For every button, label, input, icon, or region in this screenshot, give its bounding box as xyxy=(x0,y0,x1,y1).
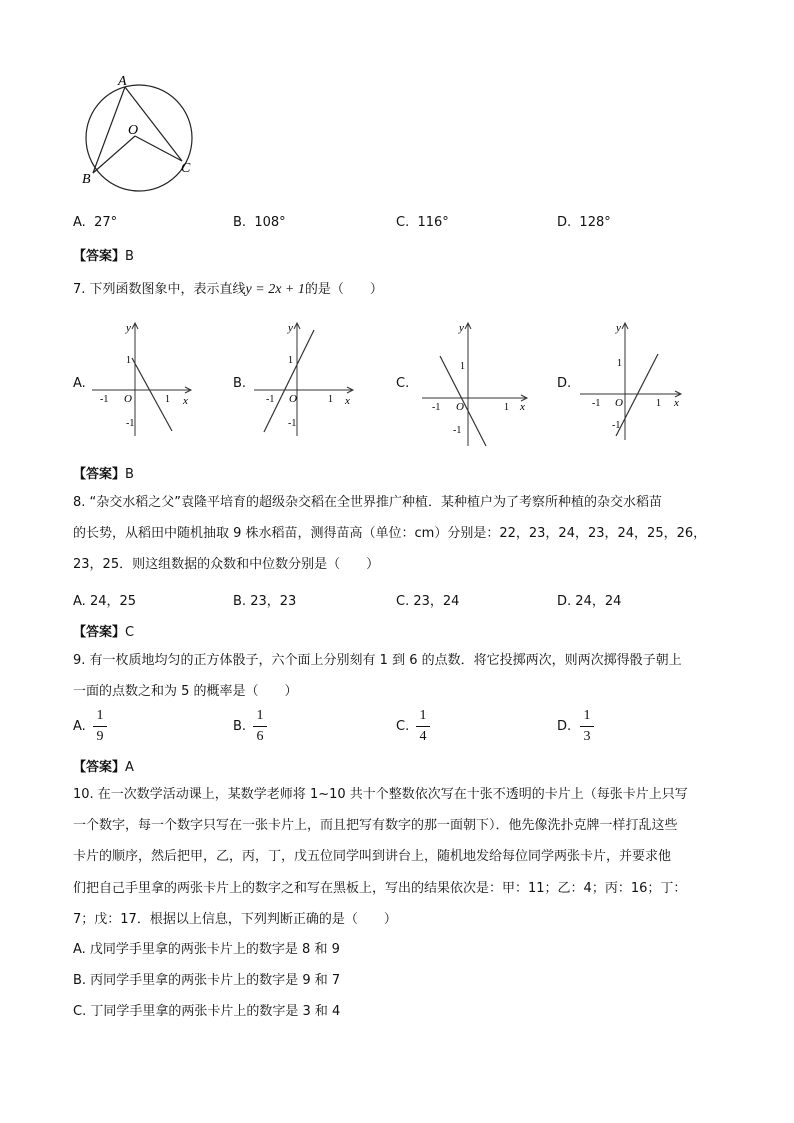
q7-formula: y = 2x + 1 xyxy=(245,282,305,297)
q8-option-c xyxy=(396,590,459,609)
numerator: 1 xyxy=(583,708,591,723)
label-y: y xyxy=(288,322,293,334)
label-o: O xyxy=(124,393,132,405)
q10-line-1: 10. 在一次数学活动课上，某数学老师将 1~10 共十个整数依次写在十张不透明的卡片上（每张卡片上只写 xyxy=(73,787,688,802)
q6-answer xyxy=(73,245,134,264)
tick-x-1: 1 xyxy=(328,394,333,405)
tick-x-neg1: -1 xyxy=(266,394,275,405)
tick-y-1: 1 xyxy=(460,361,465,372)
q8-line-3: 23，25．则这组数据的众数和中位数分别是（ ） xyxy=(73,557,380,572)
fraction-bar xyxy=(580,726,594,727)
label-x: x xyxy=(520,401,525,413)
q6-option-d xyxy=(557,215,611,230)
label-x: x xyxy=(345,395,350,407)
q8-line-2: 的长势，从稻田中随机抽取 9 株水稻苗，测得苗高（单位：cm）分别是：22，23，24，23，24，25，26， xyxy=(73,526,707,541)
q6-option-b xyxy=(233,215,286,230)
graph-c xyxy=(420,318,532,448)
q9-answer xyxy=(73,756,134,775)
option-text: 128° xyxy=(579,215,611,230)
q6-option-a xyxy=(73,215,117,230)
fraction-bar xyxy=(253,726,267,727)
label-y: y xyxy=(616,322,621,334)
q10-option-b: B. 丙同学手里拿的两张卡片上的数字是 9 和 7 xyxy=(73,973,341,988)
label-a: A xyxy=(118,74,127,89)
answer-tag: 【答案】 xyxy=(73,467,126,482)
graph-d xyxy=(578,318,688,443)
option-letter: D. xyxy=(557,215,572,230)
q10-option-c: C. 丁同学手里拿的两张卡片上的数字是 3 和 4 xyxy=(73,1004,341,1019)
option-letter: A. xyxy=(73,215,86,230)
option-text: 108° xyxy=(254,215,286,230)
tick-y-1: 1 xyxy=(617,358,622,369)
line-graph xyxy=(264,330,314,432)
q9-option-a-letter: A. xyxy=(73,719,86,734)
numerator: 1 xyxy=(419,708,427,723)
q7-prefix: 7. 下列函数图象中，表示直线 xyxy=(73,282,246,297)
tick-y-1: 1 xyxy=(288,355,293,366)
denominator: 6 xyxy=(256,729,264,744)
answer-tag: 【答案】 xyxy=(73,625,126,640)
q9-option-d-fraction xyxy=(580,708,594,746)
answer-tag: 【答案】 xyxy=(73,760,126,775)
q10-line-5: 7；戊：17．根据以上信息，下列判断正确的是（ ） xyxy=(73,912,397,927)
q9-option-b-letter: B. xyxy=(233,719,247,734)
option-letter: A. xyxy=(73,594,86,609)
q10-line-3: 卡片的顺序，然后把甲，乙，丙，丁，戊五位同学叫到讲台上，随机地发给每位同学两张卡片，并要求他 xyxy=(73,849,672,864)
option-text: 24，24 xyxy=(575,594,622,609)
label-o: O xyxy=(615,397,623,409)
q9-option-c-letter: C. xyxy=(396,719,410,734)
radius-oc xyxy=(135,136,182,161)
option-text: 23，23 xyxy=(250,594,297,609)
tick-y-neg1: -1 xyxy=(612,420,621,431)
line-graph xyxy=(616,354,658,436)
q7-suffix: 的是（ ） xyxy=(304,282,383,297)
q7-answer xyxy=(73,463,134,482)
q9-option-c-fraction xyxy=(416,708,430,746)
tick-x-1: 1 xyxy=(656,398,661,409)
q9-option-d-letter: D. xyxy=(557,719,572,734)
denominator: 3 xyxy=(583,729,591,744)
label-y: y xyxy=(459,322,464,334)
q9-line-2: 一面的点数之和为 5 的概率是（ ） xyxy=(73,684,298,699)
q8-option-a xyxy=(73,590,136,609)
q9-line-1: 9. 有一枚质地均匀的正方体骰子，六个面上分别刻有 1 到 6 的点数．将它投掷两次，则两次掷得骰子朝上 xyxy=(73,653,682,668)
q7-option-b-letter: B. xyxy=(233,376,247,391)
option-letter: C. xyxy=(396,215,410,230)
q7-stem xyxy=(73,282,383,298)
option-text: 27° xyxy=(94,215,118,230)
option-text: 24，25 xyxy=(89,594,137,609)
option-text: 116° xyxy=(417,215,449,230)
q8-answer xyxy=(73,621,134,640)
answer-tag: 【答案】 xyxy=(73,249,126,264)
graph-b xyxy=(252,318,362,438)
label-x: x xyxy=(674,397,679,409)
q10-line-2: 一个数字，每一个数字只写在一张卡片上，而且把写有数字的那一面朝下）．他先像洗扑克牌一样打乱这些 xyxy=(73,818,678,833)
answer-value: B xyxy=(125,249,134,264)
q7-option-d-letter: D. xyxy=(557,376,572,391)
q10-option-a: A. 戊同学手里拿的两张卡片上的数字是 8 和 9 xyxy=(73,942,340,957)
tick-y-neg1: -1 xyxy=(126,418,135,429)
answer-value: A xyxy=(125,760,134,775)
q7-option-a-letter: A. xyxy=(73,376,86,391)
tick-y-neg1: -1 xyxy=(288,418,297,429)
fraction-bar xyxy=(93,726,107,727)
option-text: 23，24 xyxy=(413,594,460,609)
q7-option-c-letter: C. xyxy=(396,376,410,391)
label-o: O xyxy=(289,393,297,405)
q8-line-1: 8. “杂交水稻之父”袁隆平培育的超级杂交稻在全世界推广种植．某种植户为了考察所种植的杂交水稻苗 xyxy=(73,495,663,510)
graph-a xyxy=(90,318,200,438)
option-letter: C. xyxy=(396,594,410,609)
q6-option-c xyxy=(396,215,449,230)
label-o: O xyxy=(456,401,464,413)
fraction-bar xyxy=(416,726,430,727)
q9-option-a-fraction xyxy=(93,708,107,746)
tick-y-neg1: -1 xyxy=(453,425,462,436)
q8-option-b xyxy=(233,590,296,609)
numerator: 1 xyxy=(256,708,264,723)
tick-x-1: 1 xyxy=(165,394,170,405)
answer-value: B xyxy=(125,467,134,482)
q8-option-d xyxy=(557,590,621,609)
tick-x-1: 1 xyxy=(504,402,509,413)
option-letter: D. xyxy=(557,594,572,609)
numerator: 1 xyxy=(96,708,104,723)
option-letter: B. xyxy=(233,215,247,230)
label-x: x xyxy=(183,395,188,407)
chord-ab xyxy=(93,87,125,173)
label-b: B xyxy=(82,172,91,187)
tick-x-neg1: -1 xyxy=(592,398,601,409)
circle-figure xyxy=(78,70,208,195)
q10-line-4: 们把自己手里拿的两张卡片上的数字之和写在黑板上，写出的结果依次是：甲：11；乙：4；丙：16；丁： xyxy=(73,881,687,896)
label-o: O xyxy=(128,123,139,138)
denominator: 9 xyxy=(96,729,104,744)
tick-y-1: 1 xyxy=(126,355,131,366)
option-letter: B. xyxy=(233,594,247,609)
tick-x-neg1: -1 xyxy=(432,402,441,413)
label-c: C xyxy=(181,161,191,176)
q9-option-b-fraction xyxy=(253,708,267,746)
label-y: y xyxy=(126,322,131,334)
answer-value: C xyxy=(125,625,135,640)
denominator: 4 xyxy=(419,729,427,744)
tick-x-neg1: -1 xyxy=(100,394,109,405)
